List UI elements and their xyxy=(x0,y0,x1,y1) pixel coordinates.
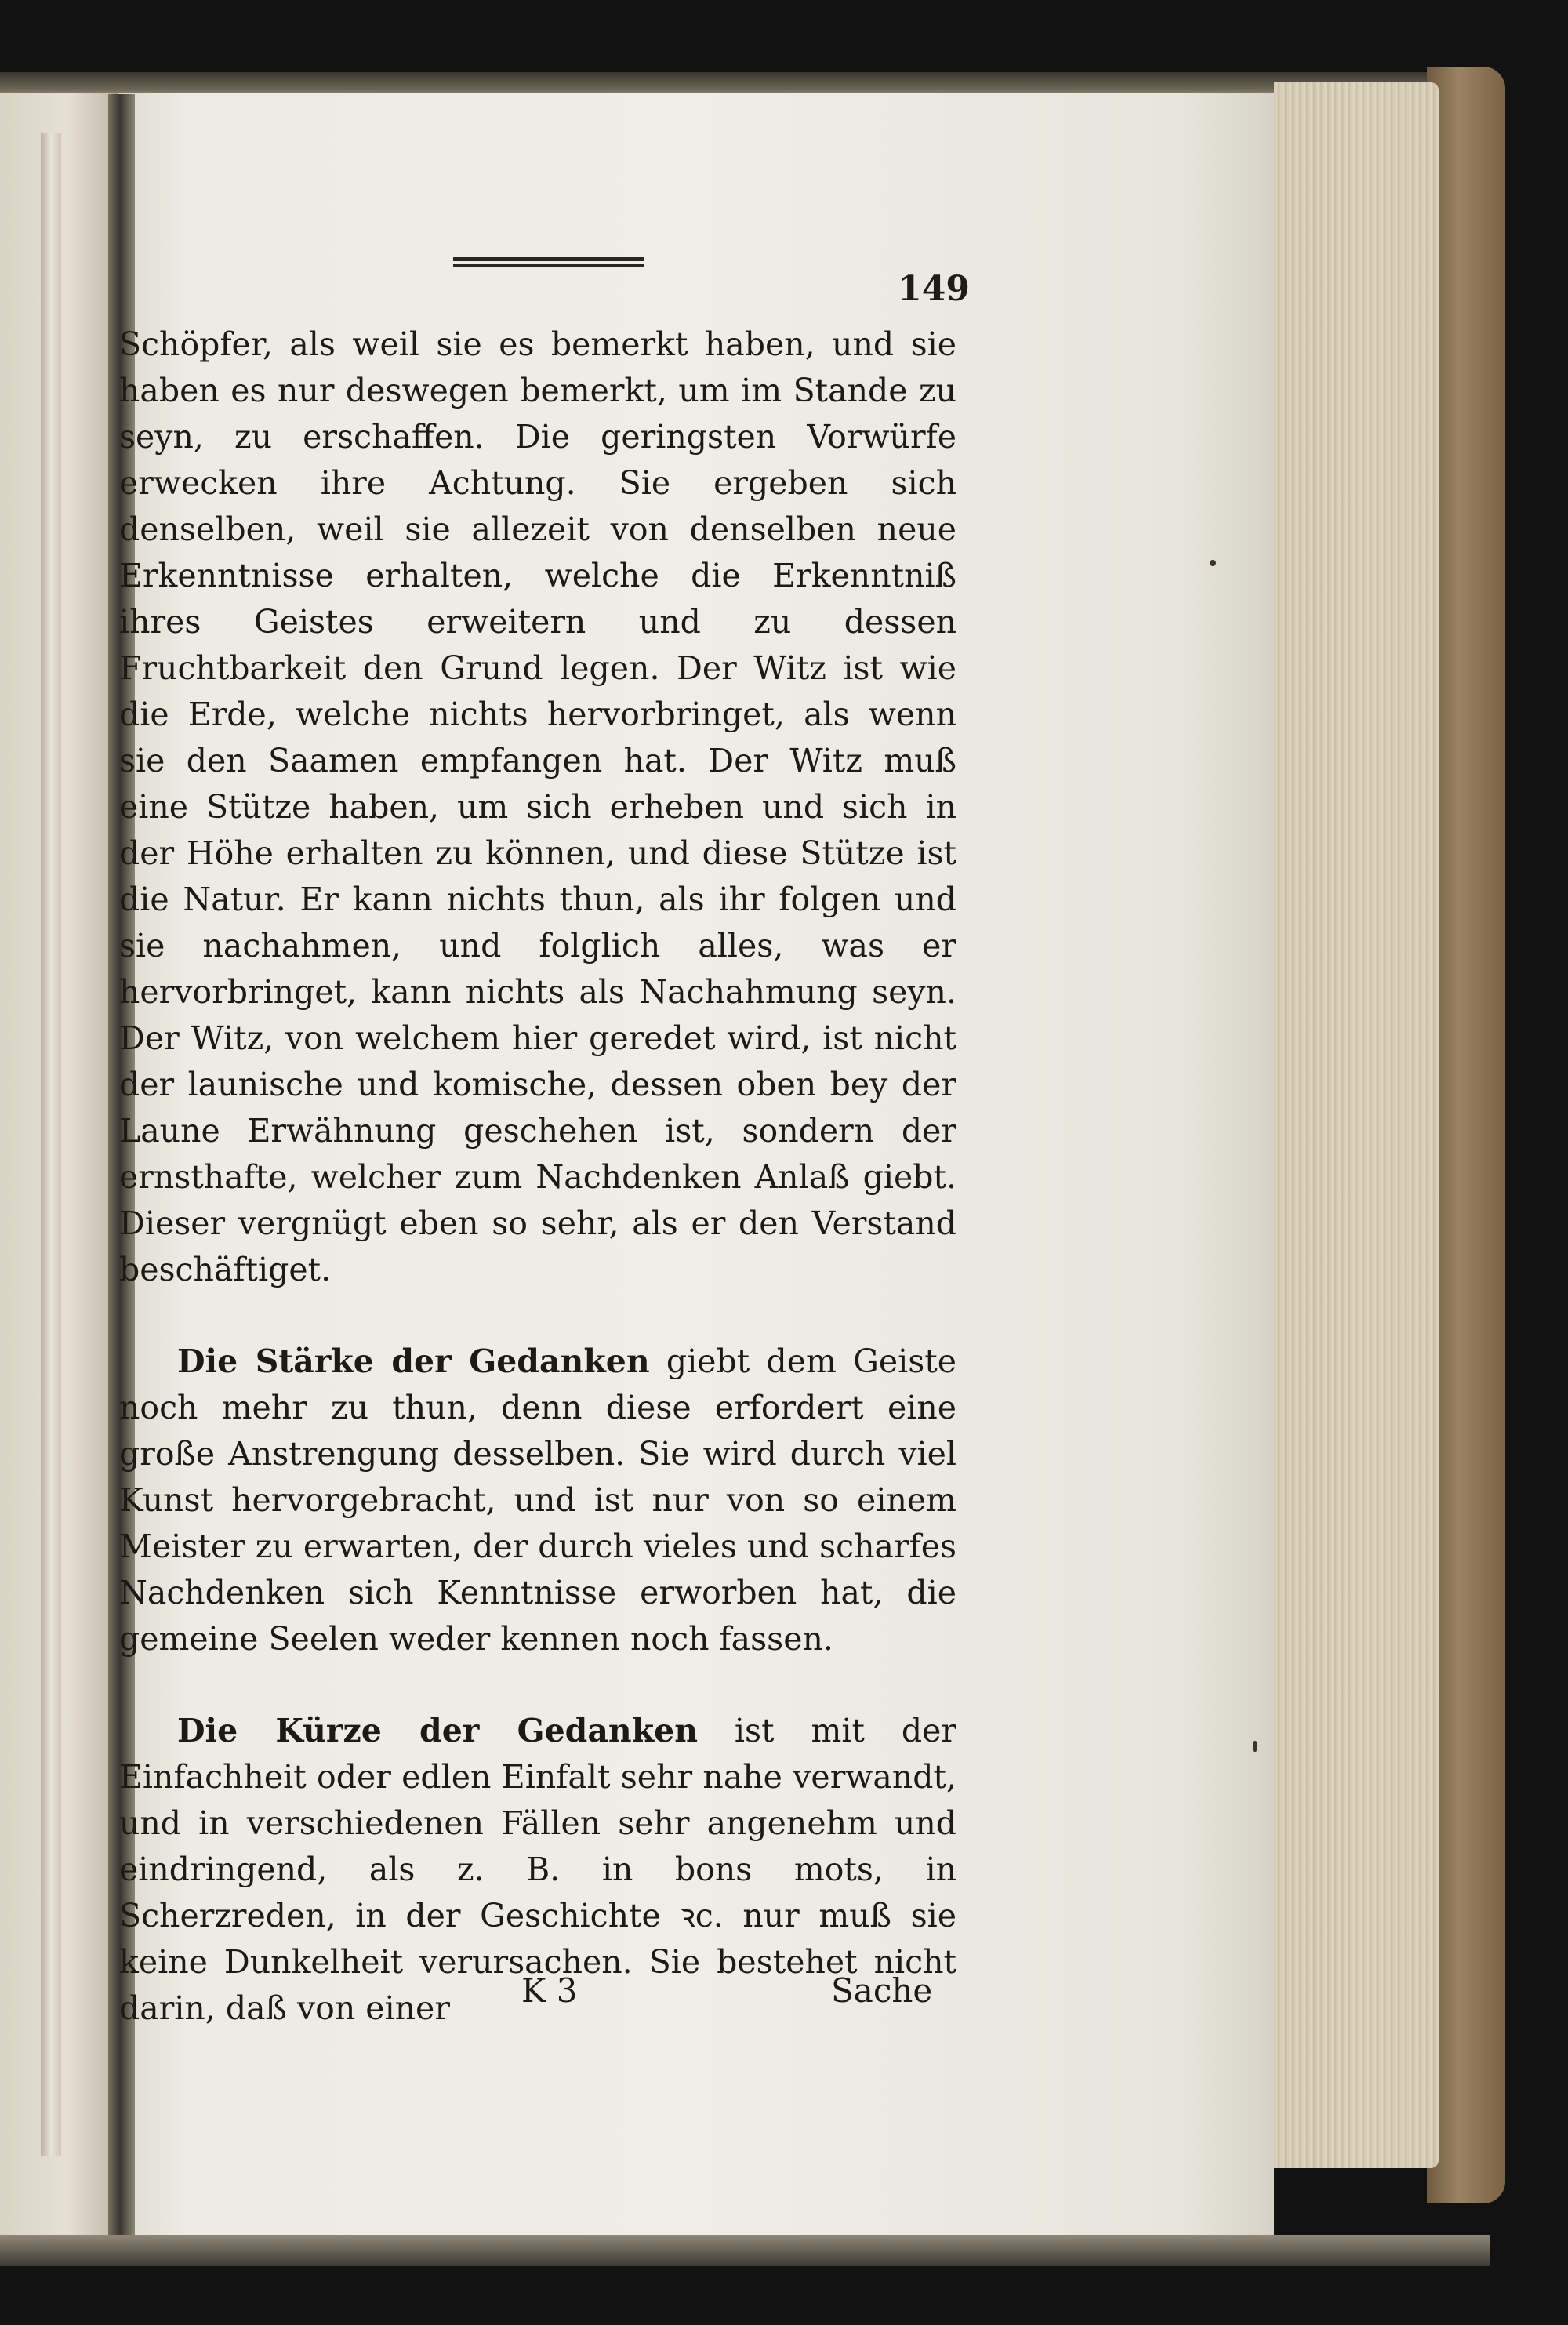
paragraph-staerke xyxy=(119,1339,956,1662)
paragraph-witz xyxy=(119,322,956,1293)
header-rule xyxy=(453,257,644,267)
ink-speck xyxy=(1253,1741,1257,1752)
body-text xyxy=(119,322,956,2032)
page-block-edge xyxy=(1274,82,1439,2168)
book-board-bottom xyxy=(0,2235,1490,2266)
paragraph-heading: Die Kürze der Gedanken xyxy=(177,1712,699,1749)
paragraph-text: ist mit der Einfachheit oder edlen Einfalt sehr nahe verwandt, und in verschiedenen Fällen sehr angenehm und eindringend, als z. B. in bons mots, in Scherzreden, in der Geschichte ꝛc. nur muß sie keine Dunkelheit verursachen. Sie bestehet nicht darin, daß von einer xyxy=(119,1712,956,2027)
paragraph-heading: Die Stärke der Gedanken xyxy=(177,1342,650,1380)
book-cover-edge xyxy=(1427,67,1505,2203)
paragraph-text: giebt dem Geiste noch mehr zu thun, denn diese erfordert eine große Anstrengung desselben. Sie wird durch viel Kunst hervorgebracht, und ist nur von so einem Meister zu erwarten, der durch vieles und scharfes Nachdenken sich Kenntnisse erworben hat, die gemeine Seelen weder kennen noch fassen. xyxy=(119,1342,956,1658)
catchword: Sache xyxy=(831,1971,933,2010)
paragraph-text: Schöpfer, als weil sie es bemerkt haben, und sie haben es nur deswegen bemerkt, um im Stande zu seyn, zu erschaffen. Die geringsten Vorwürfe erwecken ihre Achtung. Sie ergeben sich denselben, weil sie allezeit von denselben neue Erkenntnisse erhalten, welche die Erkenntniß ihres Geistes erweitern und zu dessen Fruchtbarkeit den Grund legen. Der Witz ist wie die Erde, welche nichts hervorbringet, als wenn sie den Saamen empfangen hat. Der Witz muß eine Stütze haben, um sich erheben und sich in der Höhe erhalten zu können, und diese Stütze ist die Natur. Er kann nichts thun, als ihr folgen und sie nachahmen, und folglich alles, was er hervorbringet, kann nichts als Nachahmung seyn. Der Witz, von welchem hier geredet wird, ist nicht der launische und komische, dessen oben bey der Laune Erwähnung geschehen ist, sondern der ernsthafte, welcher zum Nachdenken Anlaß giebt. Dieser vergnügt eben so sehr, als er den Verstand beschäftiget. xyxy=(119,325,956,1288)
ink-speck xyxy=(1210,560,1216,566)
signature-mark: K 3 xyxy=(521,1971,578,2010)
page-number: 149 xyxy=(898,269,970,309)
left-page-edge xyxy=(41,133,61,2156)
